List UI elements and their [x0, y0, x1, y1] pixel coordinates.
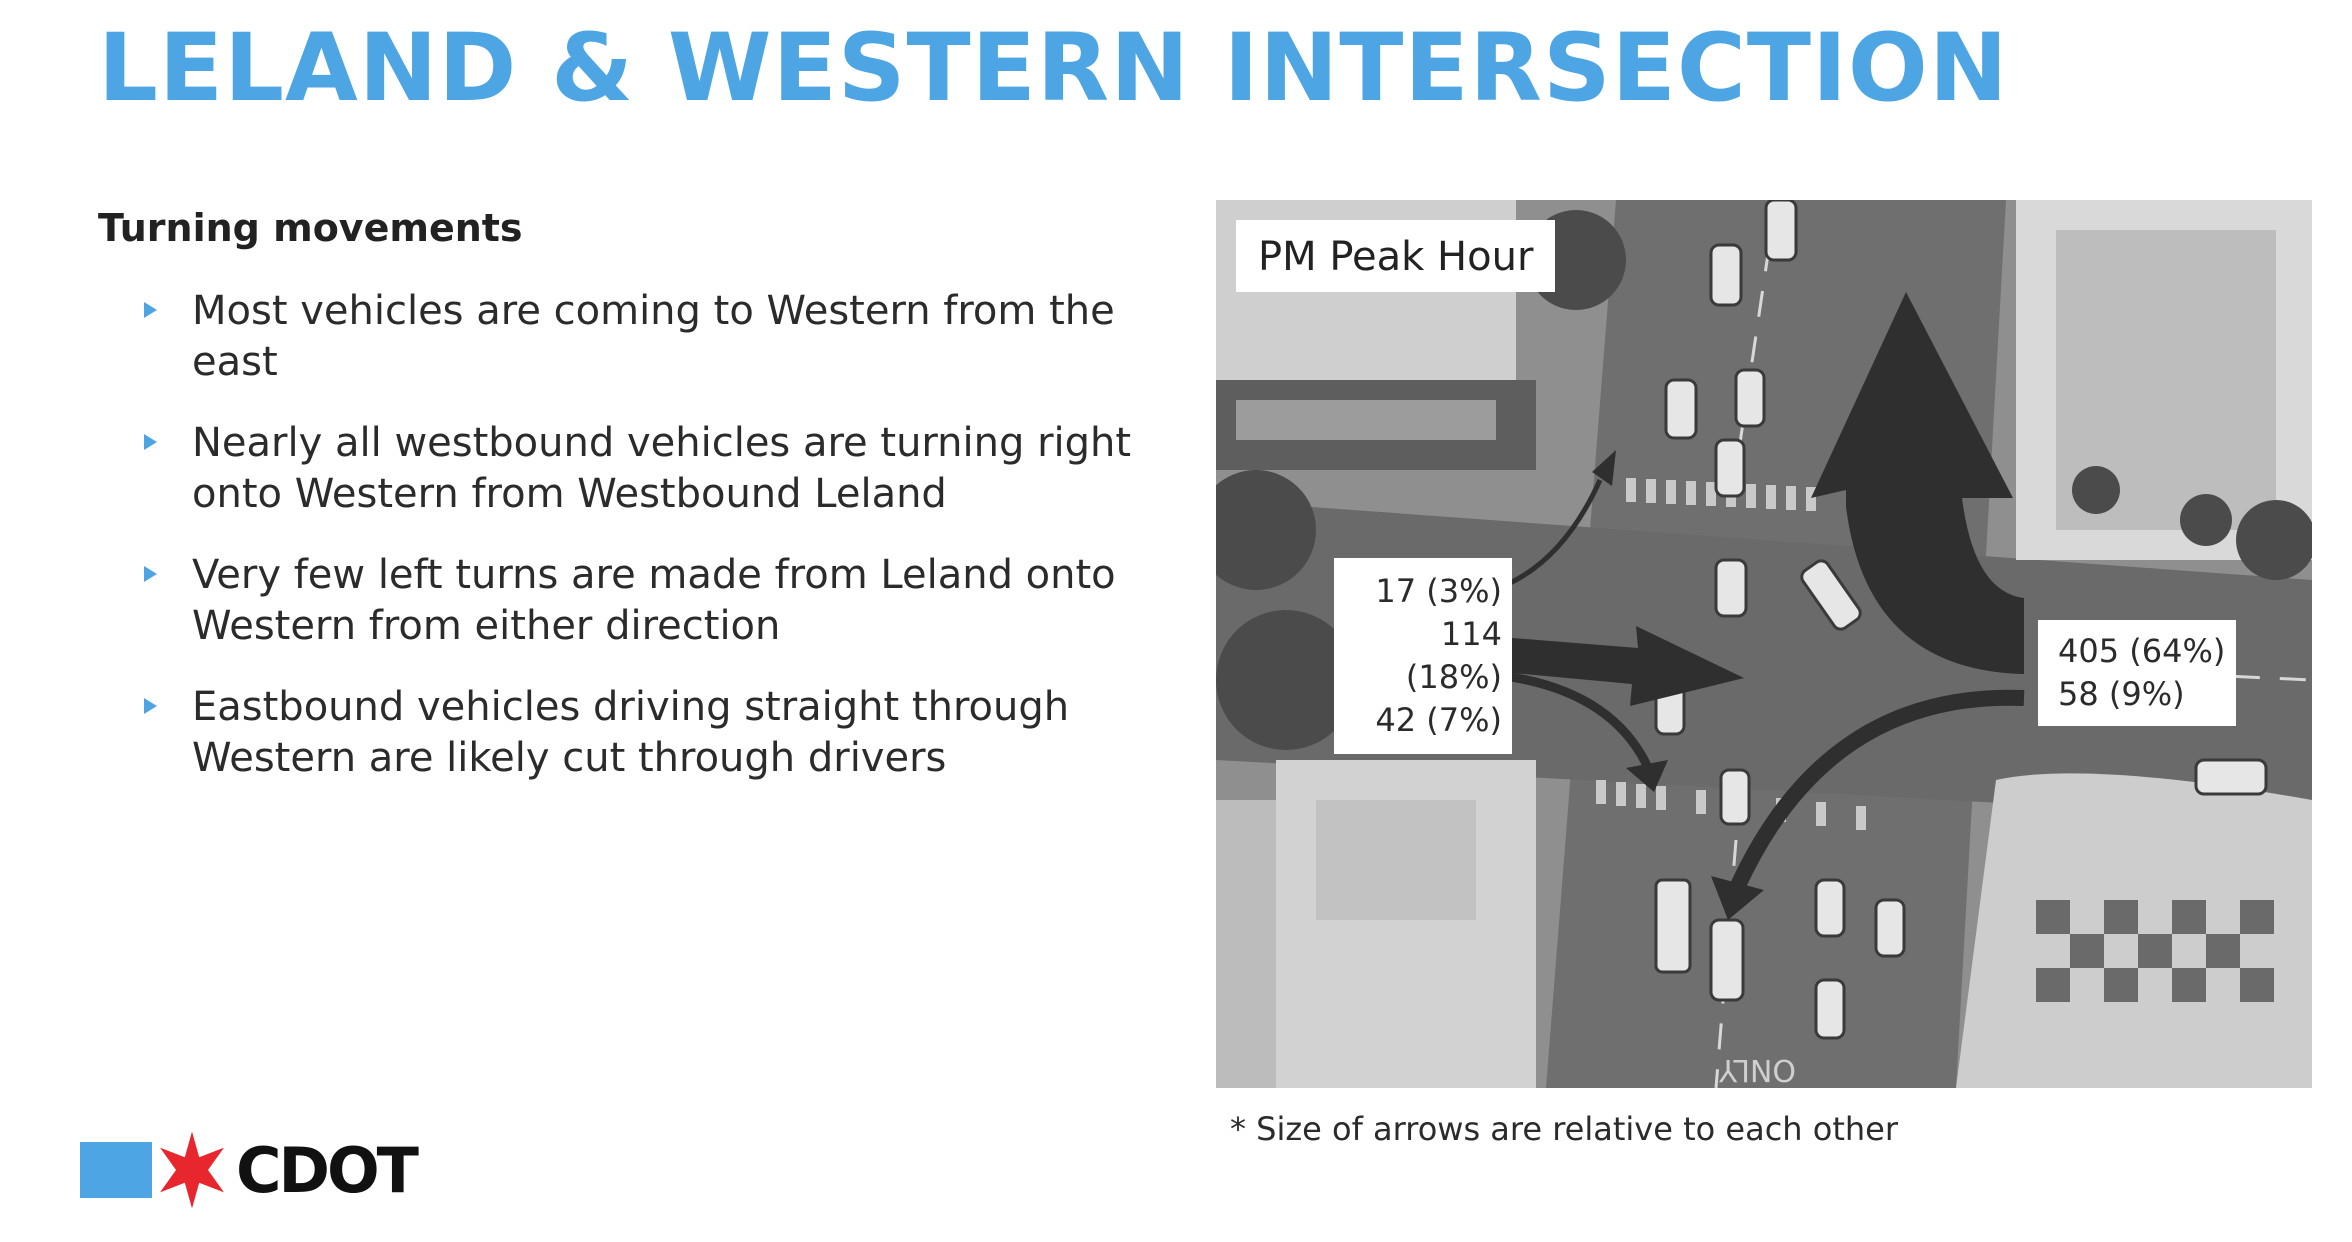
slide-title: LELAND & WESTERN INTERSECTION [98, 14, 2009, 123]
bullet-arrow-icon [144, 698, 157, 714]
eastbound-right-count: 42 (7%) [1375, 701, 1502, 739]
bullet-text: Most vehicles are coming to Western from the east [192, 288, 1115, 385]
bullet-text: Eastbound vehicles driving straight through Western are likely cut through drivers [192, 684, 1070, 781]
bullet-text: Nearly all westbound vehicles are turning right onto Western from Westbound Leland [192, 420, 1132, 517]
section-heading: Turning movements [98, 206, 523, 250]
eastbound-counts-box [1334, 558, 1512, 754]
footnote: * Size of arrows are relative to each other [1230, 1110, 1898, 1148]
bullet-item [140, 550, 1170, 652]
road-marking-text: ONLY [1718, 1052, 1796, 1087]
westbound-right-count: 405 (64%) [2058, 632, 2226, 670]
westbound-counts-box [2038, 620, 2236, 726]
westbound-left-count: 58 (9%) [2058, 675, 2185, 713]
eastbound-left-count: 17 (3%) [1375, 572, 1502, 610]
chicago-star-icon [152, 1130, 232, 1210]
bullet-list [140, 286, 1170, 814]
peak-hour-label: PM Peak Hour [1236, 220, 1555, 292]
bullet-item [140, 286, 1170, 388]
bullet-item [140, 682, 1170, 784]
bullet-arrow-icon [144, 434, 157, 450]
intersection-aerial-map [1216, 200, 2312, 1088]
eastbound-through-count: 114 (18%) [1405, 615, 1502, 696]
bullet-arrow-icon [144, 302, 157, 318]
logo-text: CDOT [236, 1134, 416, 1207]
bullet-text: Very few left turns are made from Leland onto Western from either direction [192, 552, 1116, 649]
cdot-logo [80, 1130, 416, 1210]
bullet-arrow-icon [144, 566, 157, 582]
bullet-item [140, 418, 1170, 520]
logo-blue-square [80, 1142, 152, 1198]
